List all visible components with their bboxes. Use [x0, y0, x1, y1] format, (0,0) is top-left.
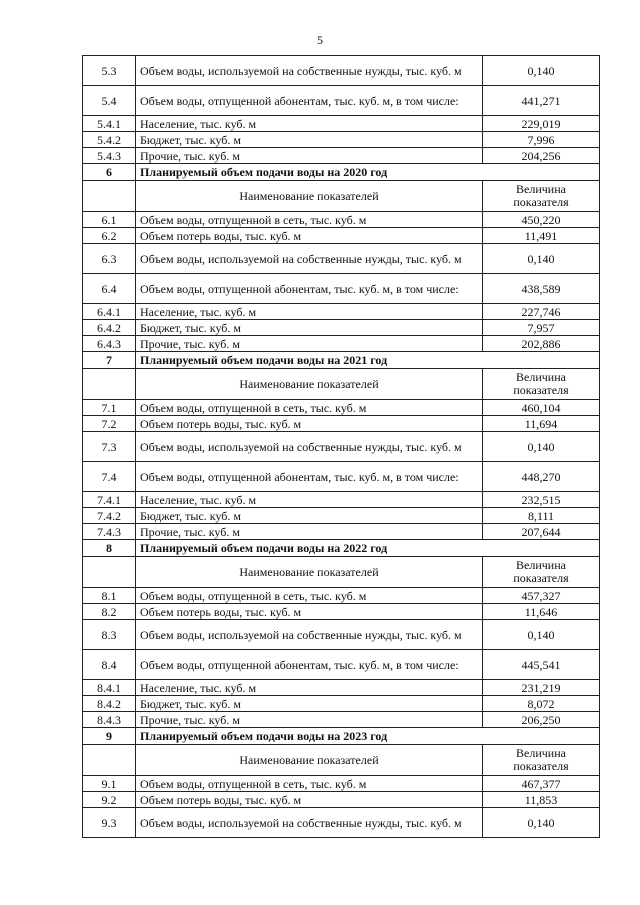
- row-indicator-name: Прочие, тыс. куб. м: [136, 524, 483, 540]
- section-number: 9: [83, 728, 136, 745]
- table-row: [83, 712, 600, 728]
- header-name-cell: Наименование показателей: [136, 557, 483, 588]
- table-row: [83, 462, 600, 492]
- section-number: 7: [83, 352, 136, 369]
- row-indicator-name: Население, тыс. куб. м: [136, 680, 483, 696]
- table-row: [83, 56, 600, 86]
- table-row: [83, 792, 600, 808]
- row-value: 7,996: [483, 132, 600, 148]
- row-number: 6.4: [83, 274, 136, 304]
- table-row: [83, 244, 600, 274]
- row-indicator-name: Объем воды, отпущенной в сеть, тыс. куб. м: [136, 212, 483, 228]
- row-value: 206,250: [483, 712, 600, 728]
- row-indicator-name: Бюджет, тыс. куб. м: [136, 320, 483, 336]
- row-indicator-name: Прочие, тыс. куб. м: [136, 336, 483, 352]
- row-value: 207,644: [483, 524, 600, 540]
- row-number: 7.4.3: [83, 524, 136, 540]
- table-row: [83, 432, 600, 462]
- header-blank-cell: [83, 369, 136, 400]
- row-indicator-name: Бюджет, тыс. куб. м: [136, 508, 483, 524]
- row-number: 7.4.1: [83, 492, 136, 508]
- section-row: [83, 352, 600, 369]
- row-number: 5.4.2: [83, 132, 136, 148]
- table-row: [83, 776, 600, 792]
- row-number: 5.4.3: [83, 148, 136, 164]
- section-title: Планируемый объем подачи воды на 2020 год: [136, 164, 600, 181]
- row-value: 231,219: [483, 680, 600, 696]
- row-value: 11,694: [483, 416, 600, 432]
- row-value: 450,220: [483, 212, 600, 228]
- table-row: [83, 680, 600, 696]
- row-indicator-name: Объем воды, отпущенной в сеть, тыс. куб. м: [136, 776, 483, 792]
- row-number: 5.3: [83, 56, 136, 86]
- row-value: 7,957: [483, 320, 600, 336]
- row-number: 9.2: [83, 792, 136, 808]
- column-header-row: [83, 745, 600, 776]
- table-row: [83, 508, 600, 524]
- table-row: [83, 320, 600, 336]
- row-indicator-name: Объем потерь воды, тыс. куб. м: [136, 416, 483, 432]
- row-number: 6.4.1: [83, 304, 136, 320]
- row-value: 232,515: [483, 492, 600, 508]
- table-row: [83, 336, 600, 352]
- table-row: [83, 228, 600, 244]
- row-number: 7.2: [83, 416, 136, 432]
- row-indicator-name: Объем потерь воды, тыс. куб. м: [136, 604, 483, 620]
- table-row: [83, 524, 600, 540]
- row-indicator-name: Объем воды, используемой на собственные нужды, тыс. куб. м: [136, 808, 483, 838]
- table-row: [83, 604, 600, 620]
- header-blank-cell: [83, 181, 136, 212]
- row-indicator-name: Население, тыс. куб. м: [136, 492, 483, 508]
- header-value-cell: Величина показателя: [483, 745, 600, 776]
- row-number: 8.4.2: [83, 696, 136, 712]
- page-number: 5: [317, 33, 323, 47]
- row-value: 441,271: [483, 86, 600, 116]
- row-number: 7.4.2: [83, 508, 136, 524]
- table-row: [83, 86, 600, 116]
- row-value: 8,111: [483, 508, 600, 524]
- row-number: 6.4.3: [83, 336, 136, 352]
- row-indicator-name: Объем потерь воды, тыс. куб. м: [136, 228, 483, 244]
- row-indicator-name: Население, тыс. куб. м: [136, 116, 483, 132]
- row-number: 5.4: [83, 86, 136, 116]
- column-header-row: [83, 557, 600, 588]
- row-value: 202,886: [483, 336, 600, 352]
- section-row: [83, 164, 600, 181]
- row-value: 8,072: [483, 696, 600, 712]
- row-indicator-name: Объем потерь воды, тыс. куб. м: [136, 792, 483, 808]
- section-title: Планируемый объем подачи воды на 2022 год: [136, 540, 600, 557]
- row-indicator-name: Объем воды, отпущенной в сеть, тыс. куб. м: [136, 400, 483, 416]
- row-value: 11,646: [483, 604, 600, 620]
- row-number: 8.4.3: [83, 712, 136, 728]
- table-row: [83, 274, 600, 304]
- row-number: 8.3: [83, 620, 136, 650]
- row-number: 9.1: [83, 776, 136, 792]
- row-indicator-name: Объем воды, отпущенной абонентам, тыс. куб. м, в том числе:: [136, 274, 483, 304]
- row-value: 457,327: [483, 588, 600, 604]
- table-row: [83, 416, 600, 432]
- row-value: 0,140: [483, 620, 600, 650]
- table-row: [83, 116, 600, 132]
- row-indicator-name: Объем воды, отпущенной абонентам, тыс. куб. м, в том числе:: [136, 86, 483, 116]
- row-number: 8.1: [83, 588, 136, 604]
- table-body: [83, 56, 600, 838]
- row-value: 0,140: [483, 244, 600, 274]
- row-value: 11,491: [483, 228, 600, 244]
- row-value: 227,746: [483, 304, 600, 320]
- header-blank-cell: [83, 745, 136, 776]
- indicators-table: [82, 55, 600, 838]
- table-row: [83, 620, 600, 650]
- row-indicator-name: Объем воды, отпущенной абонентам, тыс. куб. м, в том числе:: [136, 650, 483, 680]
- table-row: [83, 148, 600, 164]
- row-value: 460,104: [483, 400, 600, 416]
- table-row: [83, 808, 600, 838]
- row-value: 229,019: [483, 116, 600, 132]
- row-indicator-name: Прочие, тыс. куб. м: [136, 712, 483, 728]
- table-row: [83, 696, 600, 712]
- table-row: [83, 400, 600, 416]
- header-blank-cell: [83, 557, 136, 588]
- table-row: [83, 304, 600, 320]
- row-indicator-name: Объем воды, используемой на собственные нужды, тыс. куб. м: [136, 244, 483, 274]
- section-number: 6: [83, 164, 136, 181]
- column-header-row: [83, 181, 600, 212]
- section-number: 8: [83, 540, 136, 557]
- row-number: 6.3: [83, 244, 136, 274]
- header-name-cell: Наименование показателей: [136, 369, 483, 400]
- header-value-cell: Величина показателя: [483, 181, 600, 212]
- header-name-cell: Наименование показателей: [136, 745, 483, 776]
- row-number: 5.4.1: [83, 116, 136, 132]
- row-indicator-name: Бюджет, тыс. куб. м: [136, 696, 483, 712]
- row-number: 6.1: [83, 212, 136, 228]
- row-value: 0,140: [483, 432, 600, 462]
- row-indicator-name: Прочие, тыс. куб. м: [136, 148, 483, 164]
- row-value: 204,256: [483, 148, 600, 164]
- row-indicator-name: Объем воды, отпущенной в сеть, тыс. куб. м: [136, 588, 483, 604]
- row-indicator-name: Объем воды, отпущенной абонентам, тыс. куб. м, в том числе:: [136, 462, 483, 492]
- column-header-row: [83, 369, 600, 400]
- row-number: 8.4: [83, 650, 136, 680]
- table-row: [83, 650, 600, 680]
- table-row: [83, 212, 600, 228]
- row-value: 448,270: [483, 462, 600, 492]
- row-number: 8.2: [83, 604, 136, 620]
- row-indicator-name: Бюджет, тыс. куб. м: [136, 132, 483, 148]
- header-value-cell: Величина показателя: [483, 557, 600, 588]
- row-indicator-name: Объем воды, используемой на собственные нужды, тыс. куб. м: [136, 56, 483, 86]
- row-number: 6.2: [83, 228, 136, 244]
- row-number: 9.3: [83, 808, 136, 838]
- section-row: [83, 540, 600, 557]
- row-indicator-name: Объем воды, используемой на собственные нужды, тыс. куб. м: [136, 620, 483, 650]
- table-row: [83, 132, 600, 148]
- row-value: 0,140: [483, 56, 600, 86]
- table-row: [83, 588, 600, 604]
- header-value-cell: Величина показателя: [483, 369, 600, 400]
- row-number: 7.4: [83, 462, 136, 492]
- section-row: [83, 728, 600, 745]
- row-value: 445,541: [483, 650, 600, 680]
- row-number: 7.1: [83, 400, 136, 416]
- row-indicator-name: Население, тыс. куб. м: [136, 304, 483, 320]
- table-row: [83, 492, 600, 508]
- section-title: Планируемый объем подачи воды на 2021 год: [136, 352, 600, 369]
- row-number: 7.3: [83, 432, 136, 462]
- row-value: 467,377: [483, 776, 600, 792]
- row-value: 438,589: [483, 274, 600, 304]
- row-number: 8.4.1: [83, 680, 136, 696]
- section-title: Планируемый объем подачи воды на 2023 год: [136, 728, 600, 745]
- row-indicator-name: Объем воды, используемой на собственные нужды, тыс. куб. м: [136, 432, 483, 462]
- row-value: 0,140: [483, 808, 600, 838]
- header-name-cell: Наименование показателей: [136, 181, 483, 212]
- row-number: 6.4.2: [83, 320, 136, 336]
- row-value: 11,853: [483, 792, 600, 808]
